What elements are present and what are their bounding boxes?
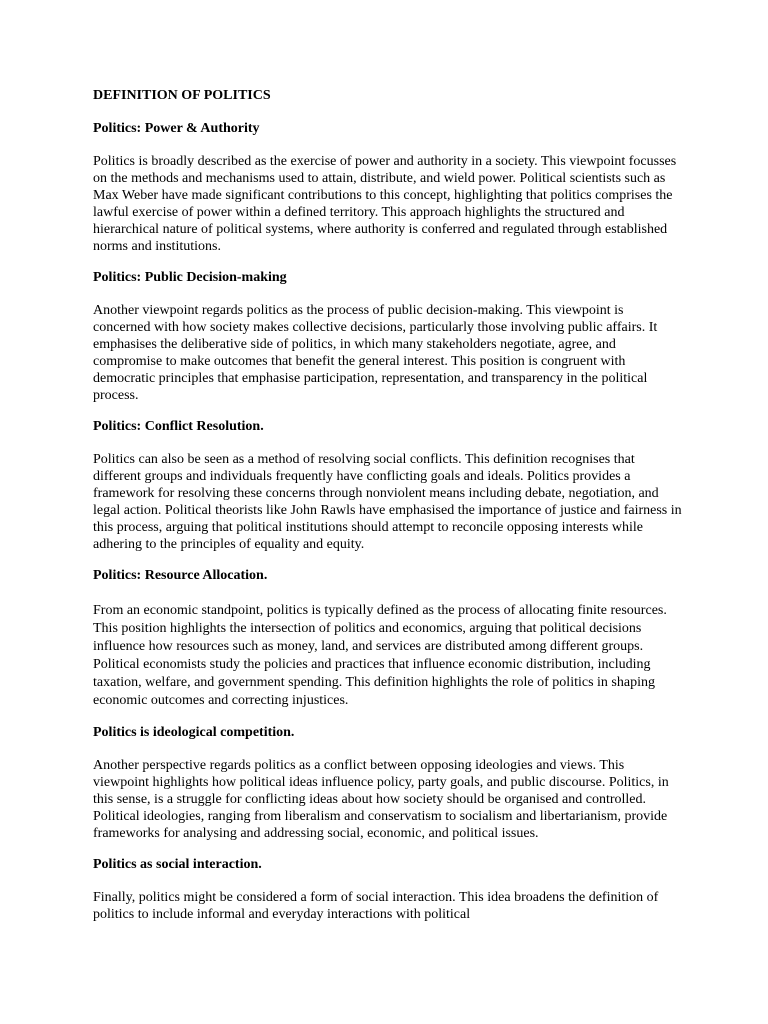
section-heading-social-interaction: Politics as social interaction. xyxy=(93,857,262,872)
section-heading-power-authority: Politics: Power & Authority xyxy=(93,121,260,136)
document-title: DEFINITION OF POLITICS xyxy=(93,88,271,103)
section-body-public-decision-making: Another viewpoint regards politics as the process of public decision-making. This viewpoint is concerned with how society makes collective decisions, particularly those involving public affairs. It emphasises the deliberative side of politics, in which many stakeholders negotiate, agree, and compromise to make outcomes that benefit the general interest. This position is congruent with democratic principles that emphasise participation, representation, and transparency in the political process. xyxy=(93,303,658,403)
section-heading-ideological-competition: Politics is ideological competition. xyxy=(93,725,295,740)
section-body-conflict-resolution: Politics can also be seen as a method of resolving social conflicts. This definition recognises that different groups and individuals frequently have conflicting goals and ideals. Politics provides a framework for resolving these concerns through nonviolent means including debate, negotiation, and legal action. Political theorists like John Rawls have emphasised the importance of justice and fairness in this process, arguing that political institutions should attempt to reconcile opposing interests while adhering to the principles of equality and equity. xyxy=(93,452,682,552)
section-heading-public-decision-making: Politics: Public Decision-making xyxy=(93,270,287,285)
section-heading-resource-allocation: Politics: Resource Allocation. xyxy=(93,568,268,583)
document-page xyxy=(93,87,683,937)
section-body-power-authority: Politics is broadly described as the exercise of power and authority in a society. This viewpoint focusses on the methods and mechanisms used to attain, distribute, and wield power. Political scientists such as Max Weber have made significant contributions to this concept, highlighting that politics comprises the lawful exercise of power within a defined territory. This approach highlights the structured and hierarchical nature of political systems, where authority is conferred and regulated through established norms and institutions. xyxy=(93,154,677,254)
section-heading-conflict-resolution: Politics: Conflict Resolution. xyxy=(93,419,264,434)
section-body-resource-allocation: From an economic standpoint, politics is typically defined as the process of allocating finite resources. This position highlights the intersection of politics and economics, arguing that political decisions influence how resources such as money, land, and services are distributed among different groups. Political economists study the policies and practices that influence economic distribution, including taxation, welfare, and government spending. This definition highlights the role of politics in shaping economic outcomes and correcting injustices. xyxy=(93,603,667,708)
section-body-social-interaction: Finally, politics might be considered a form of social interaction. This idea broadens the definition of politics to include informal and everyday interactions with political xyxy=(93,890,659,922)
section-body-ideological-competition: Another perspective regards politics as a conflict between opposing ideologies and views. This viewpoint highlights how political ideas influence policy, party goals, and public discourse. Politics, in this sense, is a struggle for conflicting ideas about how society should be organised and controlled. Political ideologies, ranging from liberalism and conservatism to socialism and libertarianism, provide frameworks for analysing and addressing social, economic, and political issues. xyxy=(93,758,669,841)
